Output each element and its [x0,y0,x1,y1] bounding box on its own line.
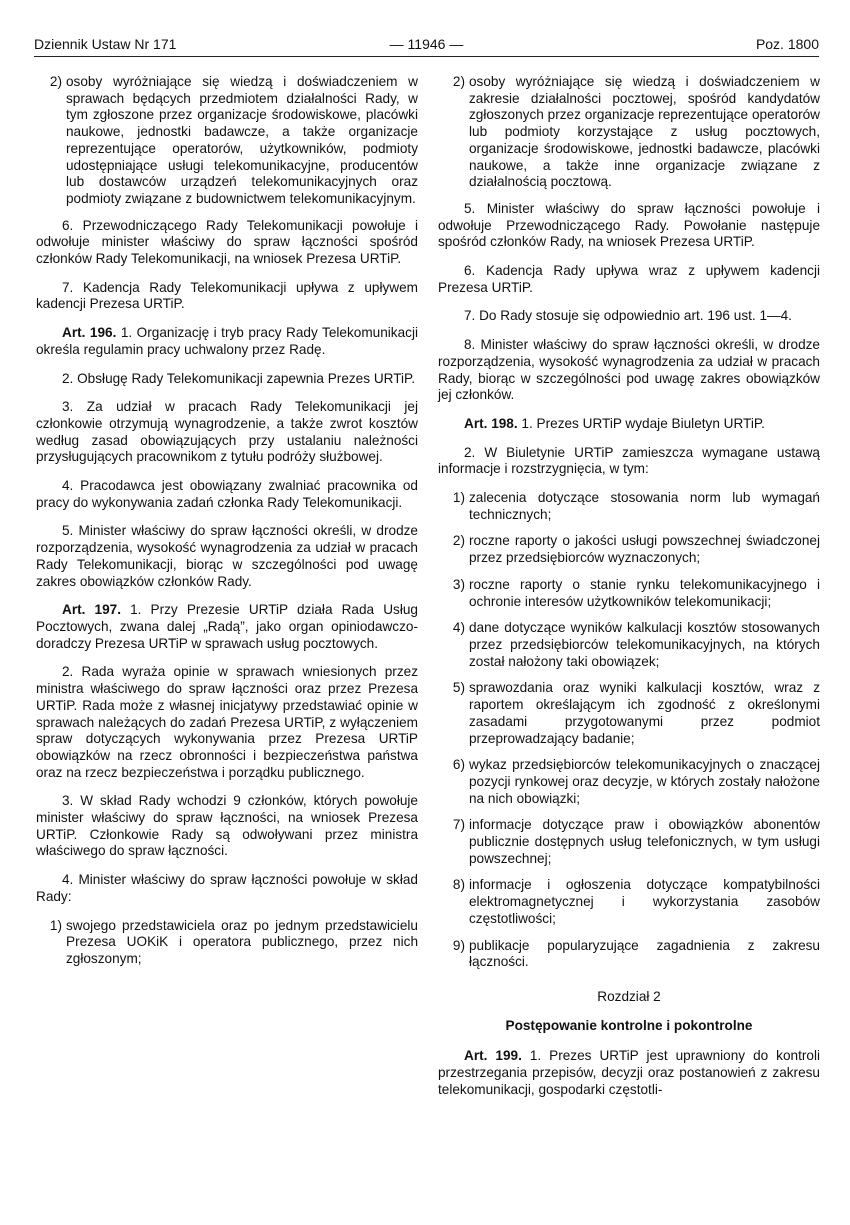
list-item: 6) wykaz przedsiębiorców telekomunikacyjnych o znaczącej pozycji rynkowej oraz decyzje, w których zostały nałożone na nich obowiązki; [452,757,820,806]
article-199: Art. 199. 1. Prezes URTiP jest uprawniony do kontroli przestrzegania przepisów, decyzji oraz postanowień z zakresu telekomunikacji, gospodarki częstotli- [438,1048,820,1097]
list-item: 7) informacje dotyczące praw i obowiązków abonentów publicznie dostępnych usług telefonicznych, w tym usługi powszechnej; [452,817,820,866]
list-item: 5) sprawozdania oraz wyniki kalkulacji kosztów, wraz z raportem określającym ich zgodność z określonymi zasadami przygotowanymi przez podmiot przeprowadzający badanie; [452,680,820,746]
paragraph: 2. W Biuletynie URTiP zamieszcza wymagane ustawą informacje i rozstrzygnięcia, w tym: [438,444,820,477]
paragraph: 4. Minister właściwy do spraw łączności powołuje w skład Rady: [36,872,418,904]
list-item: 1) zalecenia dotyczące stosowania norm lub wymagań technicznych; [452,490,820,522]
paragraph: 5. Minister właściwy do spraw łączności określi, w drodze rozporządzenia, wysokość wynagrodzenia za udział w pracach Rady Telekomunikacji, biorąc w szczególności pod uwagę zakres obowiązków członków Rady. [36,523,418,589]
position-number: Poz. 1800 [755,36,819,52]
list-item: 4) dane dotyczące wyników kalkulacji kosztów stosowanych przez przedsiębiorców telekomunikacyjnych, na których został nałożony taki obowiązek; [452,620,820,669]
left-column [36,74,418,978]
paragraph: 7. Kadencja Rady Telekomunikacji upływa z upływem kadencji Prezesa URTiP. [36,279,418,312]
paragraph: 2. Rada wyraża opinie w sprawach wniesionych przez ministra właściwego do spraw łączności oraz przez Prezesa URTiP. Rada może z własnej inicjatywy przedstawiać opinie w sprawach należących do zadań Prezesa URTiP, z wyłączeniem spraw dotyczących wykonywania przez Prezesa URTiP obowiązków na rzecz obronności i bezpieczeństwa państwa oraz na rzecz bezpieczeństwa i porządku publicznego. [36,664,418,780]
paragraph: 3. Za udział w pracach Rady Telekomunikacji jej członkowie otrzymują wynagrodzenie, a także zwrot kosztów według zasad obowiązujących przy ustalaniu należności przysługujących pracownikom z tytułu podróży służbowej. [36,399,418,465]
article-198: Art. 198. 1. Prezes URTiP wydaje Biuletyn URTiP. [464,415,765,431]
chapter-title: Postępowanie kontrolne i pokontrolne [505,1017,753,1033]
paragraph: 4. Pracodawca jest obowiązany zwalniać pracownika od pracy do wykonywania zadań członka Rady Telekomunikacji. [36,478,418,510]
paragraph: 2. Obsługę Rady Telekomunikacji zapewnia Prezes URTiP. [62,370,416,386]
paragraph: 6. Kadencja Rady upływa wraz z upływem kadencji Prezesa URTiP. [438,263,820,295]
article-197: Art. 197. 1. Przy Prezesie URTiP działa Rada Usług Pocztowych, zwana dalej „Radą”, jako organ opiniodawczo-doradczy Prezesa URTiP w sprawach usług pocztowych. [36,602,418,651]
chapter-number: Rozdział 2 [597,988,661,1004]
paragraph: 5. Minister właściwy do spraw łączności powołuje i odwołuje Przewodniczącego Rady. Powołanie następuje spośród członków Rady, na wniosek Prezesa URTiP. [438,200,820,250]
list-item: 9) publikacje popularyzujące zagadnienia z zakresu łączności. [452,937,820,970]
list-item: 2) osoby wyróżniające się wiedzą i doświadczeniem w zakresie działalności pocztowej, spośród kandydatów zgłoszonych przez organizacje reprezentujące operatorów lub podmioty korzystające z usług pocztowych, organizacje środowiskowe, jednostki badawcze, placówki naukowe, a także inne organizacje związane z działalnością pocztową. [452,74,820,190]
header-rule [34,56,819,57]
page-header [34,34,819,54]
paragraph: 6. Przewodniczącego Rady Telekomunikacji powołuje i odwołuje minister właściwy do spraw łączności spośród członków Rady Telekomunikacji, na wniosek Prezesa URTiP. [36,217,418,267]
paragraph: 3. W skład Rady wchodzi 9 członków, których powołuje minister właściwy do spraw łączności, na wniosek Prezesa URTiP. Członkowie Rady są odwoływani przez ministra właściwego do spraw łączności. [36,793,418,859]
list-item: 2) roczne raporty o jakości usługi powszechnej świadczonej przez przedsiębiorców wyznaczonych; [452,533,820,566]
list-item: 2) osoby wyróżniające się wiedzą i doświadczeniem w sprawach będących przedmiotem działalności Rady, w tym zgłoszone przez organizacje środowiskowe, placówki naukowe, jednostki badawcze, a także organizacje reprezentujące operatorów, użytkowników, podmioty udostępniające usługi telekomunikacyjne, producentów lub dostawców urządzeń telekomunikacyjnych oraz podmioty związane z budownictwem telekomunikacyjnym. [49,74,418,206]
paragraph: 8. Minister właściwy do spraw łączności określi, w drodze rozporządzenia, wysokość wynagrodzenia za udział w pracach Rady, biorąc w szczególności pod uwagę zakres obowiązków jej członków. [438,337,820,403]
list-item: 1) swojego przedstawiciela oraz po jednym przedstawicielu Prezesa UOKiK i operatora publicznego, przez nich zgłoszonym; [49,917,418,966]
page-number: — 11946 — [389,36,464,52]
paragraph: 7. Do Rady stosuje się odpowiednio art. 196 ust. 1—4. [464,308,792,324]
right-column [438,74,820,1110]
list-item: 3) roczne raporty o stanie rynku telekomunikacyjnego i ochronie interesów użytkowników telekomunikacji; [452,576,820,609]
list-item: 8) informacje i ogłoszenia dotyczące kompatybilności elektromagnetycznej i wykorzystania zasobów częstotliwości; [452,877,820,926]
article-196: Art. 196. 1. Organizację i tryb pracy Rady Telekomunikacji określa regulamin pracy uchwalony przez Radę. [36,325,418,357]
journal-name: Dziennik Ustaw Nr 171 [34,36,177,52]
